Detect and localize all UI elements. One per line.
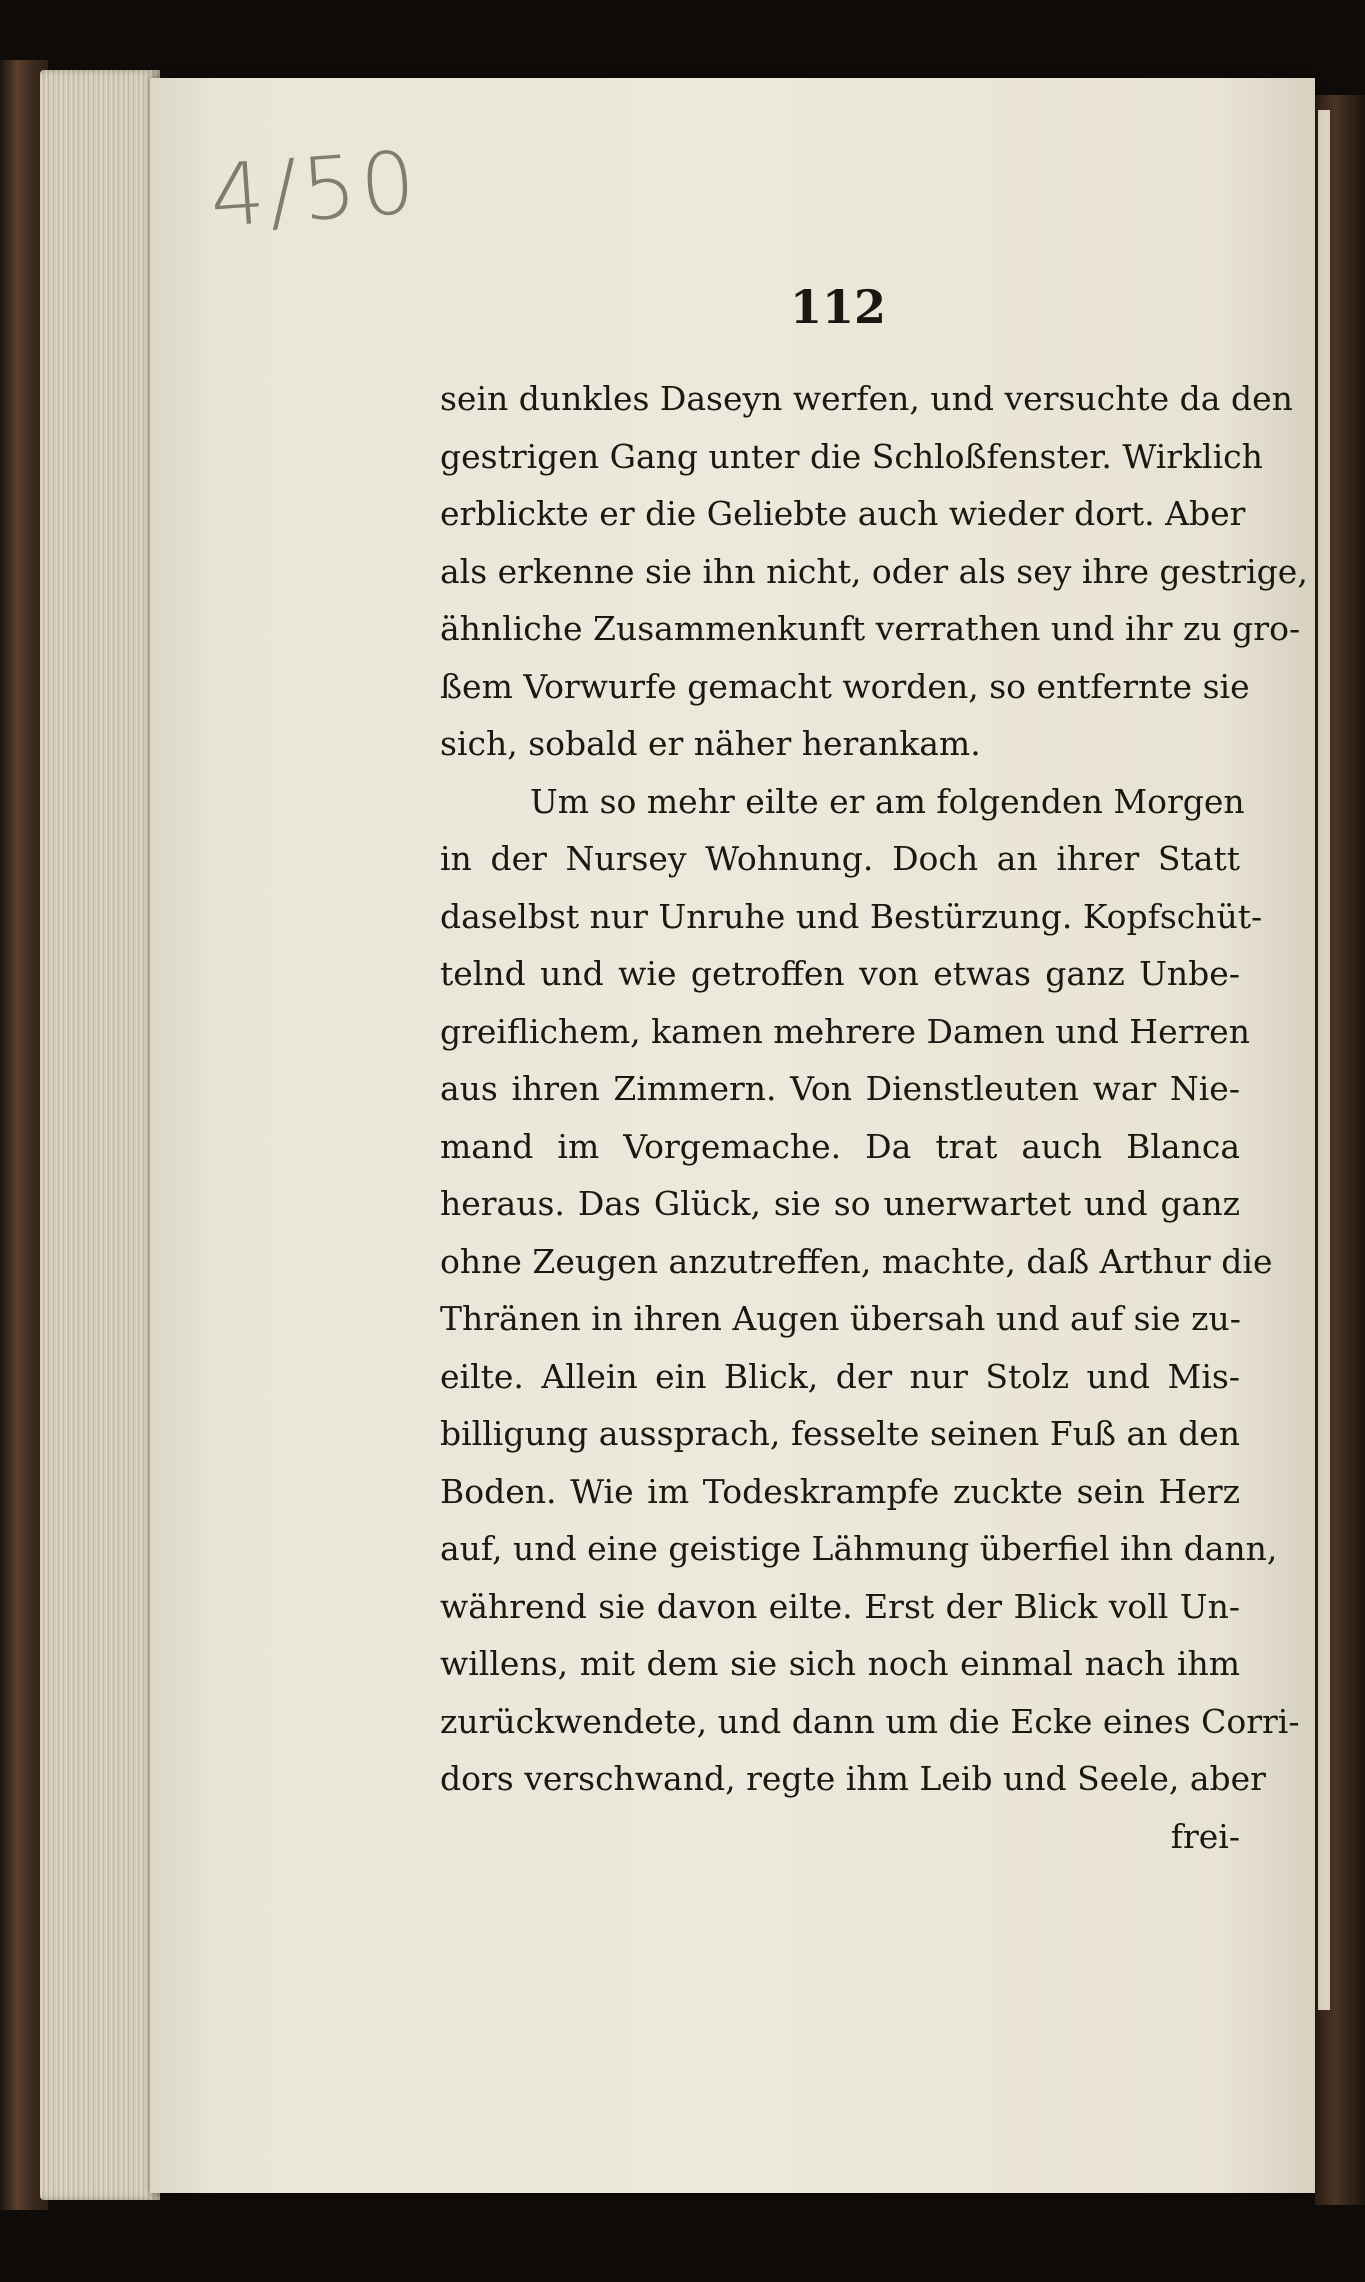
text-line: greiflichem, kamen mehrere Damen und Herren bbox=[440, 1011, 1250, 1051]
text-line: als erkenne sie ihn nicht, oder als sey ihre gestrige, bbox=[440, 551, 1308, 591]
body-text bbox=[440, 370, 1308, 1865]
text-line: willens, mit dem sie sich noch einmal nach ihm bbox=[440, 1644, 1240, 1683]
text-line: ßem Vorwurfe gemacht worden, so entfernte sie bbox=[440, 666, 1250, 706]
text-line: gestrigen Gang unter die Schloßfenster. Wirklich bbox=[440, 436, 1263, 476]
text-line: ohne Zeugen anzutreffen, machte, daß Arthur die bbox=[440, 1241, 1273, 1281]
text-line: Um so mehr eilte er am folgenden Morgen bbox=[530, 781, 1245, 821]
text-line: telnd und wie getroffen von etwas ganz Unbe- bbox=[440, 954, 1240, 993]
text-line: in der Nursey Wohnung. Doch an ihrer Statt bbox=[440, 839, 1240, 878]
text-line: mand im Vorgemache. Da trat auch Blanca bbox=[440, 1126, 1240, 1166]
text-line: billigung aussprach, fesselte seinen Fuß an den bbox=[440, 1414, 1240, 1453]
text-line: sich, sobald er näher herankam. bbox=[440, 724, 981, 763]
text-line: heraus. Das Glück, sie so unerwartet und ganz bbox=[440, 1184, 1240, 1223]
text-line: Boden. Wie im Todeskrampfe zuckte sein Herz bbox=[440, 1471, 1240, 1511]
pencil-annotation: 4/50 bbox=[206, 132, 423, 248]
text-line: während sie davon eilte. Erst der Blick voll Un- bbox=[440, 1586, 1240, 1626]
text-line: erblickte er die Geliebte auch wieder dort. Aber bbox=[440, 494, 1246, 533]
text-line: eilte. Allein ein Blick, der nur Stolz und Mis- bbox=[440, 1356, 1240, 1396]
text-line: zurückwendete, und dann um die Ecke eines Corri- bbox=[440, 1701, 1300, 1741]
text-line: Thränen in ihren Augen übersah und auf sie zu- bbox=[440, 1299, 1241, 1338]
text-line: daselbst nur Unruhe und Bestürzung. Kopfschüt- bbox=[440, 896, 1263, 936]
text-line: aus ihren Zimmern. Von Dienstleuten war Nie- bbox=[440, 1069, 1240, 1108]
page-number: 112 bbox=[790, 280, 887, 334]
text-line: ähnliche Zusammenkunft verrathen und ihr zu gro- bbox=[440, 609, 1301, 648]
page-edges bbox=[40, 70, 160, 2200]
text-line: sein dunkles Daseyn werfen, und versuchte da den bbox=[440, 379, 1293, 418]
text-line: auf, und eine geistige Lähmung überfiel ihn dann, bbox=[440, 1529, 1278, 1568]
next-page-sliver bbox=[1318, 110, 1330, 2010]
catchword: frei- bbox=[1170, 1816, 1240, 1856]
text-line: dors verschwand, regte ihm Leib und Seele, aber bbox=[440, 1759, 1266, 1798]
